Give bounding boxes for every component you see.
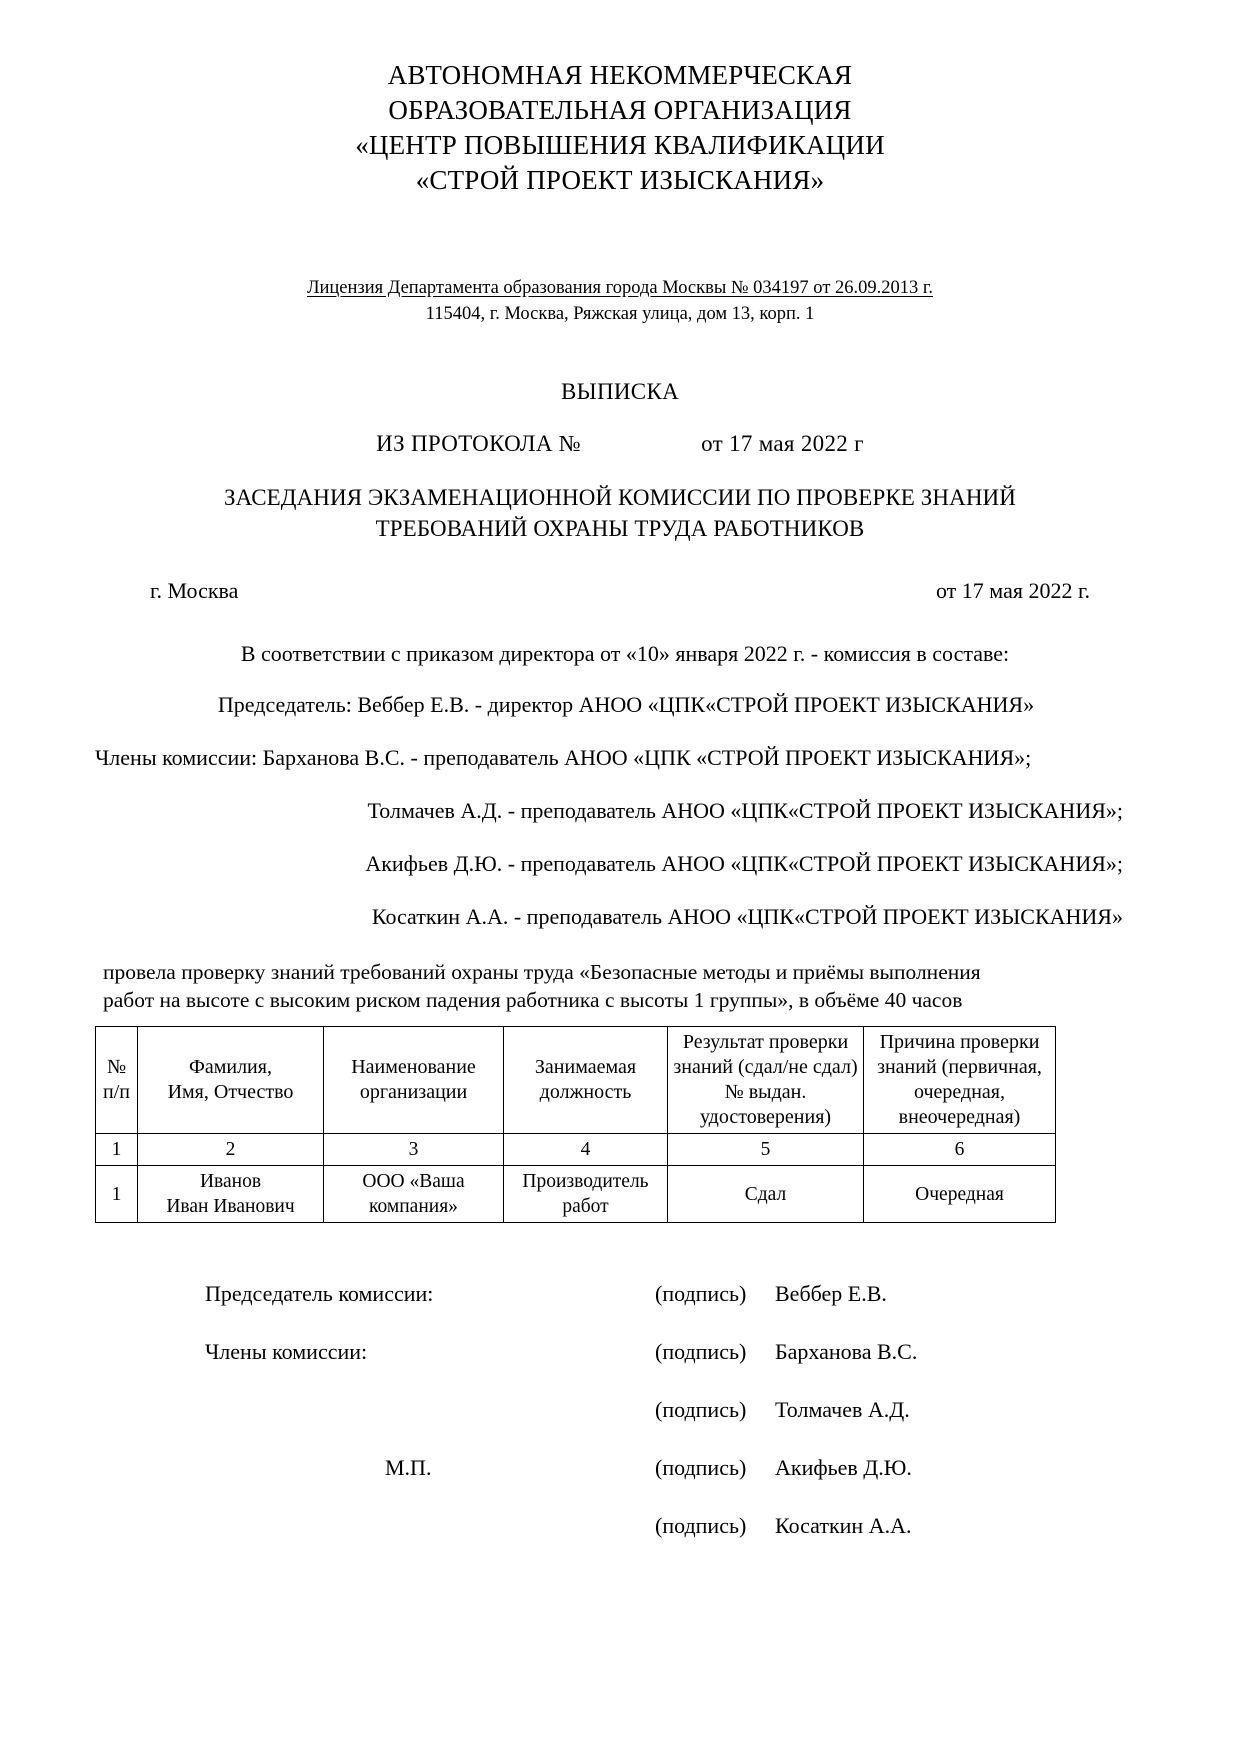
signature-row-chair <box>95 1279 1145 1309</box>
header-number-line-2: п/п <box>103 1081 130 1103</box>
table-header-position <box>504 1027 668 1134</box>
column-number-1: 1 <box>96 1134 138 1166</box>
scope-line-2: работ на высоте с высоким риском падения работника с высоты 1 группы», в объёме 40 часов <box>103 988 963 1012</box>
table-row <box>96 1166 1056 1223</box>
header-reason-line-2: знаний (первичная, <box>877 1056 1042 1078</box>
table-header-result <box>668 1027 864 1134</box>
header-result-line-3: № выдан. <box>724 1081 807 1103</box>
commission-member-2: Толмачев А.Д. - преподаватель АНОО «ЦПК«СТРОЙ ПРОЕКТ ИЗЫСКАНИЯ»; <box>367 798 1123 823</box>
signature-name-member-3: Акифьев Д.Ю. <box>775 1455 912 1480</box>
cell-fullname-surname: Иванов <box>199 1171 262 1192</box>
header-organization-line-2: организации <box>359 1081 468 1103</box>
signature-role-blank-2 <box>95 1511 655 1541</box>
table-header-organization <box>324 1027 504 1134</box>
header-fullname-line-2: Имя, Отчество <box>167 1081 294 1103</box>
column-number-6: 6 <box>864 1134 1056 1166</box>
cell-organization: ООО «Ваша компания» <box>324 1166 504 1223</box>
cell-position-line-1: Производитель <box>522 1171 649 1192</box>
signature-row-member-4 <box>95 1511 1145 1541</box>
commission-member-3: Акифьев Д.Ю. - преподаватель АНОО «ЦПК«СТРОЙ ПРОЕКТ ИЗЫСКАНИЯ»; <box>365 851 1123 876</box>
commission-heading-line-1: ЗАСЕДАНИЯ ЭКЗАМЕНАЦИОННОЙ КОМИССИИ ПО ПРОВЕРКЕ ЗНАНИЙ <box>224 485 1016 510</box>
masthead-line-1: АВТОНОМНАЯ НЕКОММЕРЧЕСКАЯ <box>387 60 853 90</box>
city-date-row <box>95 578 1145 604</box>
commission-members-list <box>95 689 1145 932</box>
masthead-line-2: ОБРАЗОВАТЕЛЬНАЯ ОРГАНИЗАЦИЯ <box>388 95 852 125</box>
signature-name-chair: Веббер Е.В. <box>775 1281 887 1306</box>
masthead-line-4: «СТРОЙ ПРОЕКТ ИЗЫСКАНИЯ» <box>415 165 825 195</box>
commission-heading-line-2: ТРЕБОВАНИЙ ОХРАНЫ ТРУДА РАБОТНИКОВ <box>375 516 865 541</box>
header-reason-line-4: внеочередная) <box>898 1106 1021 1128</box>
protocol-line <box>95 431 1145 457</box>
cell-number: 1 <box>96 1166 138 1223</box>
header-fullname-line-1: Фамилия, <box>189 1056 272 1078</box>
signature-role-blank-1 <box>95 1395 655 1425</box>
masthead-line-3: «ЦЕНТР ПОВЫШЕНИЯ КВАЛИФИКАЦИИ <box>355 130 885 160</box>
header-result-line-2: знаний (сдал/не сдал) <box>673 1056 858 1078</box>
table-header-fullname <box>138 1027 324 1134</box>
table-header-row <box>96 1027 1056 1134</box>
document-date: от 17 мая 2022 г. <box>935 578 1090 603</box>
page-title: ВЫПИСКА <box>560 379 679 404</box>
commission-member-4: Косаткин А.А. - преподаватель АНОО «ЦПК«СТРОЙ ПРОЕКТ ИЗЫСКАНИЯ» <box>371 904 1123 929</box>
scope-paragraph <box>95 958 1145 1014</box>
address-line: 115404, г. Москва, Ряжская улица, дом 13, корп. 1 <box>425 304 815 324</box>
header-reason-line-1: Причина проверки <box>879 1031 1040 1053</box>
protocol-date: от 17 мая 2022 г <box>701 431 864 456</box>
signature-right-member-4 <box>655 1511 1145 1541</box>
city-label: г. Москва <box>150 578 239 603</box>
header-reason-line-3: очередная, <box>914 1081 1005 1103</box>
column-number-2: 2 <box>138 1134 324 1166</box>
scope-line-1: провела проверку знаний требований охраны труда «Безопасные методы и приёмы выполнения <box>103 960 981 984</box>
cell-reason: Очередная <box>864 1166 1056 1223</box>
order-reference-line: В соответствии с приказом директора от «10» января 2022 г. - комиссия в составе: <box>240 641 1010 666</box>
signature-right-member-3 <box>655 1453 1145 1483</box>
protocol-label: ИЗ ПРОТОКОЛА № <box>376 431 582 456</box>
document-title-block <box>95 379 1145 544</box>
signature-name-member-4: Косаткин А.А. <box>775 1513 912 1538</box>
signature-row-member-3 <box>95 1453 1145 1483</box>
signature-block <box>95 1279 1145 1541</box>
column-number-5: 5 <box>668 1134 864 1166</box>
signature-role-chair: Председатель комиссии: <box>205 1281 434 1306</box>
signature-placeholder-5: (подпись) <box>655 1513 747 1538</box>
cell-fullname <box>138 1166 324 1223</box>
signature-placeholder-4: (подпись) <box>655 1455 747 1480</box>
signature-right-member-2 <box>655 1395 1145 1425</box>
stamp-marker: М.П. <box>385 1455 432 1480</box>
signature-role-members: Члены комиссии: <box>205 1339 368 1364</box>
license-block <box>95 276 1145 327</box>
signature-name-member-1: Барханова В.С. <box>775 1339 918 1364</box>
cell-position <box>504 1166 668 1223</box>
signature-row-members <box>95 1337 1145 1367</box>
cell-fullname-given: Иван Иванович <box>166 1196 295 1217</box>
license-line: Лицензия Департамента образования города Москвы № 034197 от 26.09.2013 г. <box>306 278 934 298</box>
signature-name-member-2: Толмачев А.Д. <box>775 1397 910 1422</box>
signature-placeholder-1: (подпись) <box>655 1281 747 1306</box>
header-position-line-2: должность <box>539 1081 632 1103</box>
cell-position-line-2: работ <box>562 1196 609 1217</box>
commission-heading <box>95 482 1145 544</box>
organization-masthead <box>95 0 1145 198</box>
header-organization-line-1: Наименование <box>351 1056 476 1078</box>
commission-member-1: Члены комиссии: Барханова В.С. - преподаватель АНОО «ЦПК «СТРОЙ ПРОЕКТ ИЗЫСКАНИЯ»; <box>95 745 1032 770</box>
signature-placeholder-3: (подпись) <box>655 1397 747 1422</box>
header-result-line-4: удостоверения) <box>699 1106 832 1128</box>
table-header-number <box>96 1027 138 1134</box>
header-number-line-1: № <box>106 1056 127 1078</box>
table-header-reason <box>864 1027 1056 1134</box>
signature-placeholder-2: (подпись) <box>655 1339 747 1364</box>
results-table <box>95 1026 1056 1223</box>
column-number-3: 3 <box>324 1134 504 1166</box>
commission-chair: Председатель: Веббер Е.В. - директор АНОО «ЦПК«СТРОЙ ПРОЕКТ ИЗЫСКАНИЯ» <box>217 692 1035 717</box>
signature-right-chair <box>655 1279 1145 1309</box>
cell-result: Сдал <box>668 1166 864 1223</box>
signature-right-member-1 <box>655 1337 1145 1367</box>
table-column-numbering-row <box>96 1134 1056 1166</box>
header-position-line-1: Занимаемая <box>534 1056 637 1078</box>
column-number-4: 4 <box>504 1134 668 1166</box>
signature-row-member-2 <box>95 1395 1145 1425</box>
header-result-line-1: Результат проверки <box>682 1031 849 1053</box>
